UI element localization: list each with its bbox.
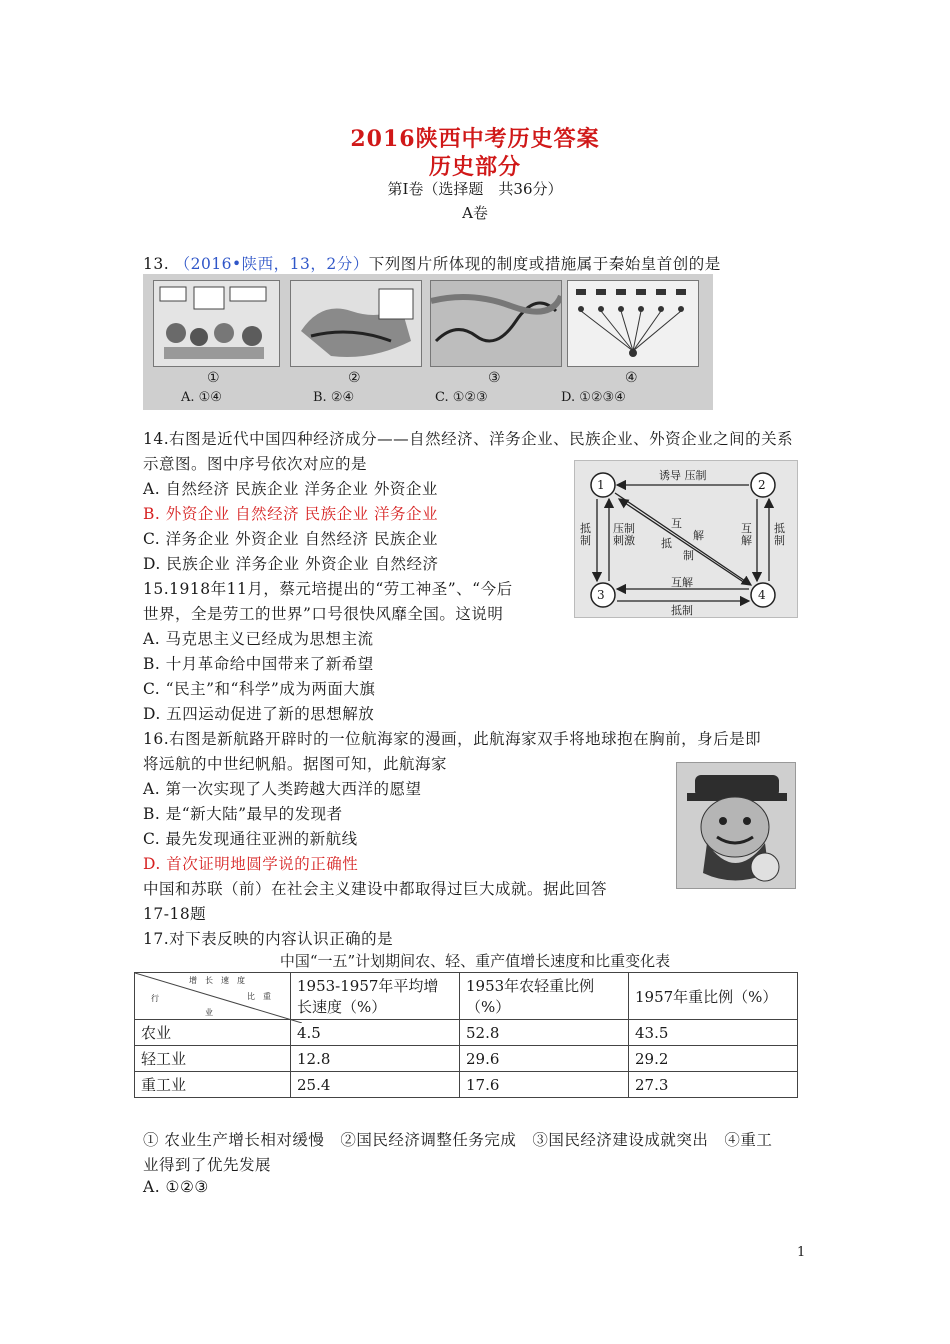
row-label: 轻工业 xyxy=(135,1046,291,1072)
diagram-label-left-a: 抵制 xyxy=(580,522,591,547)
q14-stem-line1: 14.右图是近代中国四种经济成分——自然经济、洋务企业、民族企业、外资企业之间的关系 xyxy=(143,430,794,448)
q13-picture-3 xyxy=(430,280,562,367)
table-cell: 25.4 xyxy=(291,1072,460,1098)
q13-picture-1 xyxy=(153,280,280,367)
table-header-1957: 1957年重比例（%） xyxy=(629,973,798,1020)
q16-option-c[interactable]: C. 最先发现通往亚洲的新航线 xyxy=(143,830,358,848)
q17-stem: 17.对下表反映的内容认识正确的是 xyxy=(143,930,394,948)
q17-statements-line1: ① 农业生产增长相对缓慢 ②国民经济调整任务完成 ③国民经济建设成就突出 ④重工 xyxy=(143,1131,773,1149)
q17-18-intro-line1: 中国和苏联（前）在社会主义建设中都取得过巨大成就。据此回答 xyxy=(143,880,608,898)
diagram-label-right-a: 互解 xyxy=(741,522,752,547)
diagram-label-right-b: 抵制 xyxy=(774,522,785,547)
diagram-node-2: 2 xyxy=(758,478,766,492)
q13-number: 13. xyxy=(143,255,170,273)
q14-option-b[interactable]: B. 外资企业 自然经济 民族企业 洋务企业 xyxy=(143,505,439,523)
q13-source: （2016•陕西，13，2分） xyxy=(174,255,369,273)
q13-picture-4 xyxy=(567,280,699,367)
table-cell: 17.6 xyxy=(460,1072,629,1098)
q17-data-table xyxy=(134,972,798,1098)
diagram-label-diag-d: 制 xyxy=(683,549,694,562)
page-number: 1 xyxy=(797,1245,806,1260)
q13-option-d[interactable]: D. ①②③④ xyxy=(561,390,626,405)
row-label: 重工业 xyxy=(135,1072,291,1098)
diagram-node-4: 4 xyxy=(758,588,766,602)
q15-option-c[interactable]: C. “民主”和“科学”成为两面大旗 xyxy=(143,680,376,698)
q13-picture-3-label: ③ xyxy=(488,370,501,386)
q13-figure-strip xyxy=(143,274,713,410)
q15-stem-line1: 15.1918年11月，蔡元培提出的“劳工神圣”、“今后 xyxy=(143,580,513,598)
table-header-growth: 1953-1957年平均增长速度（%） xyxy=(291,973,460,1020)
q14-option-d[interactable]: D. 民族企业 洋务企业 外资企业 自然经济 xyxy=(143,555,439,573)
q17-option-a[interactable]: A. ①②③ xyxy=(143,1178,209,1196)
q15-option-b[interactable]: B. 十月革命给中国带来了新希望 xyxy=(143,655,374,673)
q13-option-a[interactable]: A. ①④ xyxy=(181,390,222,405)
q13-stem xyxy=(143,252,721,274)
q17-18-intro-line2: 17-18题 xyxy=(143,905,207,923)
q15-option-d[interactable]: D. 五四运动促进了新的思想解放 xyxy=(143,705,375,723)
table-cell: 29.2 xyxy=(629,1046,798,1072)
q13-picture-1-label: ① xyxy=(207,370,220,386)
diagram-label-bottom-b: 抵制 xyxy=(671,604,693,617)
document-subtitle: 历史部分 xyxy=(428,154,521,180)
corner-label-mid: 比 重 xyxy=(247,992,271,1001)
diagram-label-top: 诱导 压制 xyxy=(659,469,707,482)
paper-label: A卷 xyxy=(462,204,488,222)
q16-stem-line1: 16.右图是新航路开辟时的一位航海家的漫画，此航海家双手将地球抱在胸前，身后是即 xyxy=(143,730,762,748)
diagram-label-diag-b: 解 xyxy=(693,529,704,542)
table-cell: 43.5 xyxy=(629,1020,798,1046)
q17-statements-line2: 业得到了优先发展 xyxy=(143,1156,272,1174)
diagram-label-diag-a: 互 xyxy=(671,517,682,530)
q13-text: 下列图片所体现的制度或措施属于秦始皇首创的是 xyxy=(368,255,721,273)
diagram-label-diag-c: 抵 xyxy=(661,537,672,550)
q13-option-b[interactable]: B. ②④ xyxy=(313,390,355,405)
q13-picture-4-label: ④ xyxy=(625,370,638,386)
q13-picture-2-label: ② xyxy=(348,370,361,386)
table-cell: 29.6 xyxy=(460,1046,629,1072)
q14-relationship-diagram xyxy=(574,460,798,618)
q14-option-c[interactable]: C. 洋务企业 外资企业 自然经济 民族企业 xyxy=(143,530,438,548)
row-label: 农业 xyxy=(135,1020,291,1046)
table-row xyxy=(135,1046,798,1072)
corner-label-top: 增 长 速 度 xyxy=(189,976,245,985)
q14-option-a[interactable]: A. 自然经济 民族企业 洋务企业 外资企业 xyxy=(143,480,438,498)
q16-stem-line2: 将远航的中世纪帆船。据图可知，此航海家 xyxy=(143,755,448,773)
q13-option-c[interactable]: C. ①②③ xyxy=(435,390,488,405)
q16-navigator-cartoon xyxy=(676,762,796,889)
q13-picture-2 xyxy=(290,280,422,367)
table-row xyxy=(135,1020,798,1046)
table-cell: 27.3 xyxy=(629,1072,798,1098)
table-cell: 12.8 xyxy=(291,1046,460,1072)
table-header-1953: 1953年农轻重比例（%） xyxy=(460,973,629,1020)
q15-stem-line2: 世界，全是劳工的世界”口号很快风靡全国。这说明 xyxy=(143,605,504,623)
table-cell: 52.8 xyxy=(460,1020,629,1046)
table-corner-cell xyxy=(135,973,291,1020)
diagram-node-3: 3 xyxy=(597,588,605,602)
corner-label-bottom: 业 xyxy=(205,1008,213,1017)
table-cell: 4.5 xyxy=(291,1020,460,1046)
diagram-node-1: 1 xyxy=(597,478,605,492)
q17-table-title: 中国“一五”计划期间农、轻、重产值增长速度和比重变化表 xyxy=(279,952,671,970)
section-heading: 第Ⅰ卷（选择题 共36分） xyxy=(387,180,563,198)
diagram-label-left-b: 压制刺激 xyxy=(613,522,635,547)
q14-stem-line2: 示意图。图中序号依次对应的是 xyxy=(143,455,368,473)
q16-option-a[interactable]: A. 第一次实现了人类跨越大西洋的愿望 xyxy=(143,780,422,798)
document-title: 2016陕西中考历史答案 xyxy=(350,126,600,152)
q15-option-a[interactable]: A. 马克思主义已经成为思想主流 xyxy=(143,630,374,648)
diagram-label-bottom-a: 互解 xyxy=(671,576,693,589)
table-row xyxy=(135,1072,798,1098)
corner-label-left: 行 xyxy=(151,994,159,1003)
q16-option-d[interactable]: D. 首次证明地圆学说的正确性 xyxy=(143,855,359,873)
q16-option-b[interactable]: B. 是“新大陆”最早的发现者 xyxy=(143,805,343,823)
